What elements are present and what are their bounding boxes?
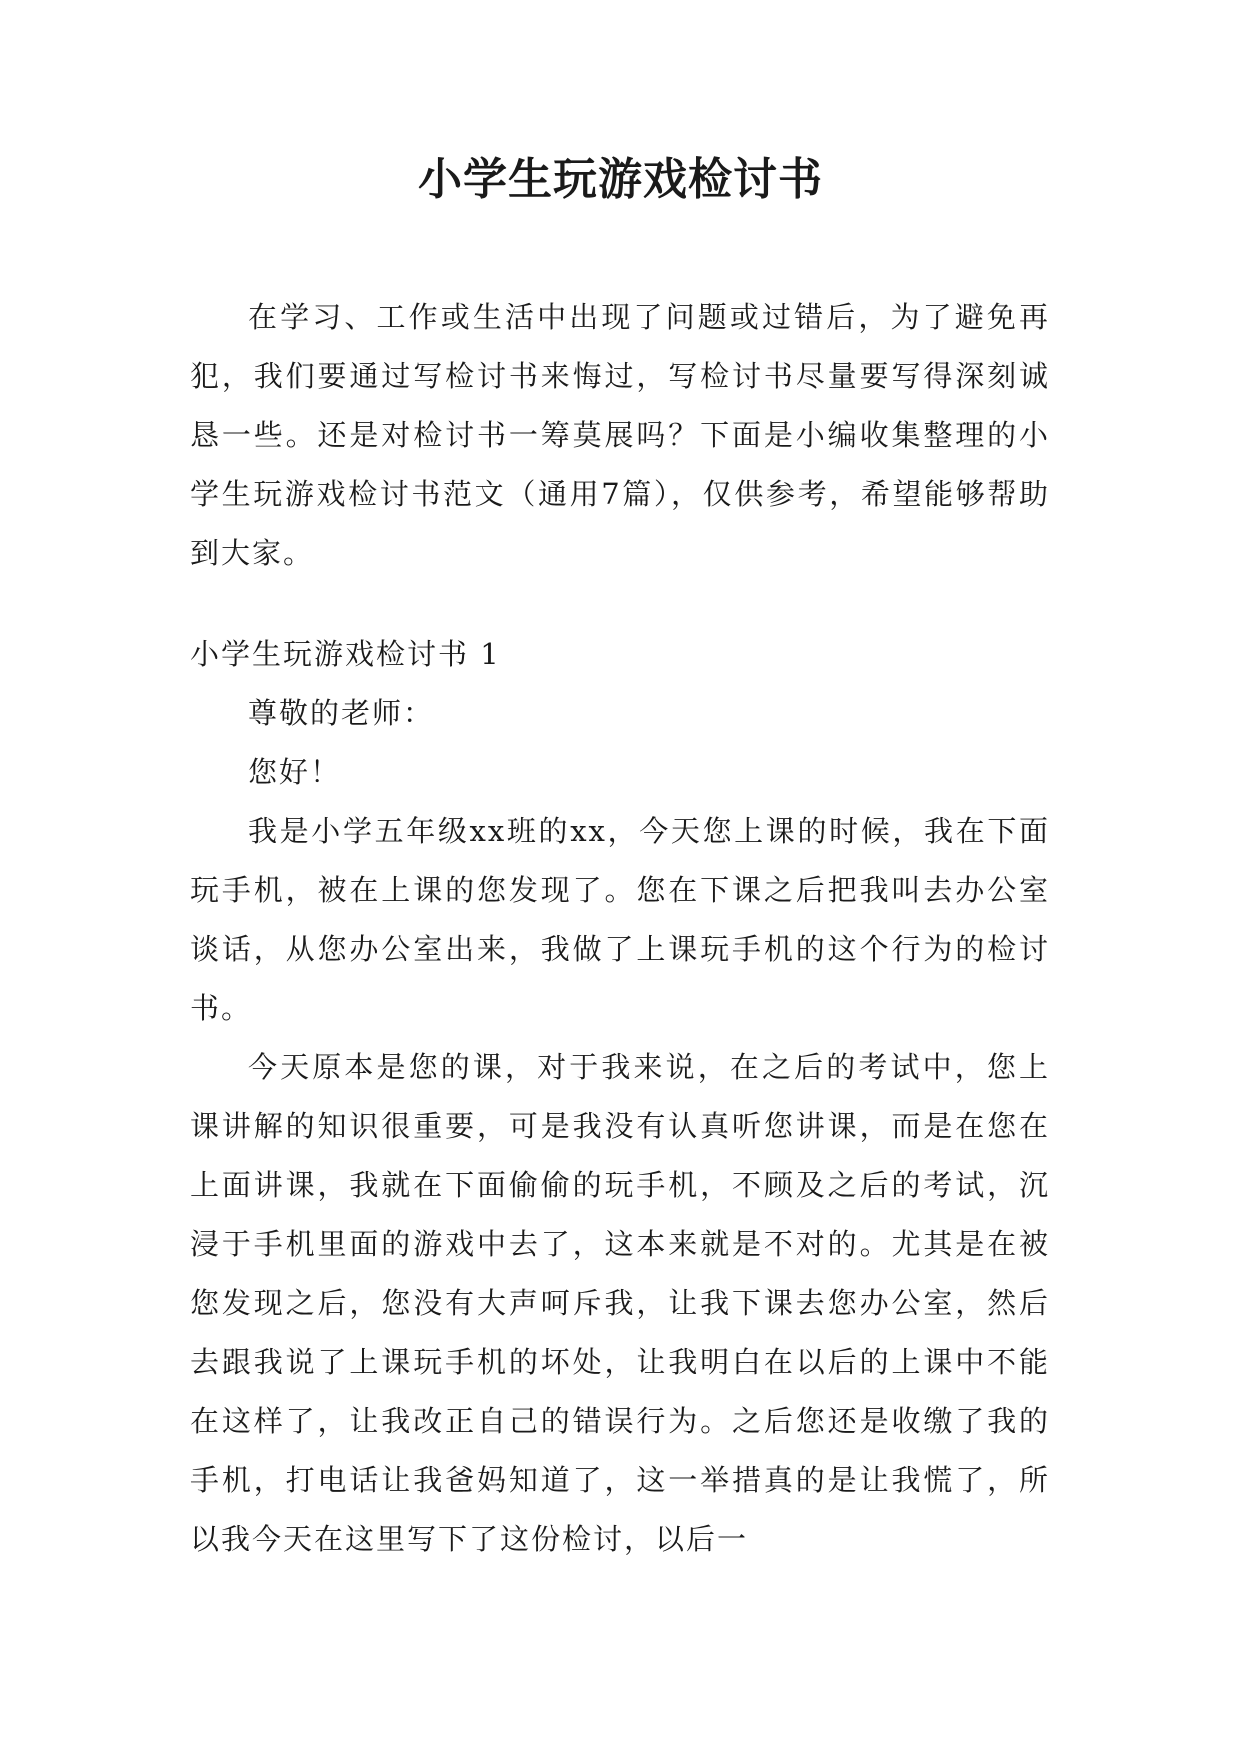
document-title: 小学生玩游戏检讨书 (418, 154, 823, 205)
document-body (190, 288, 1050, 1569)
letter-paragraph-2: 今天原本是您的课，对于我来说，在之后的考试中，您上课讲解的知识很重要，可是我没有认真听您讲课，而是在您在上面讲课，我就在下面偷偷的玩手机，不顾及之后的考试，沉浸于手机里面的游戏中去了，这本来就是不对的。尤其是在被您发现之后，您没有大声呵斥我，让我下课去您办公室，然后去跟我说了上课玩手机的坏处，让我明白在以后的上课中不能在这样了，让我改正自己的错误行为。之后您还是收缴了我的手机，打电话让我爸妈知道了，这一举措真的是让我慌了，所以我今天在这里写下了这份检讨，以后一 (190, 1050, 1050, 1556)
letter-greeting: 您好！ (248, 755, 342, 789)
section-gap (190, 583, 1050, 625)
letter-salutation: 尊敬的老师： (248, 696, 435, 730)
intro-paragraph: 在学习、工作或生活中出现了问题或过错后，为了避免再犯，我们要通过写检讨书来悔过，写检讨书尽量要写得深刻诚恳一些。还是对检讨书一筹莫展吗？下面是小编收集整理的小学生玩游戏检讨书范文（通用7篇），仅供参考，希望能够帮助到大家。 (190, 300, 1050, 570)
letter-paragraph-1: 我是小学五年级xx班的xx，今天您上课的时候，我在下面玩手机，被在上课的您发现了。您在下课之后把我叫去办公室谈话，从您办公室出来，我做了上课玩手机的这个行为的检讨书。 (190, 814, 1050, 1025)
section-heading: 小学生玩游戏检讨书 1 (190, 637, 501, 671)
